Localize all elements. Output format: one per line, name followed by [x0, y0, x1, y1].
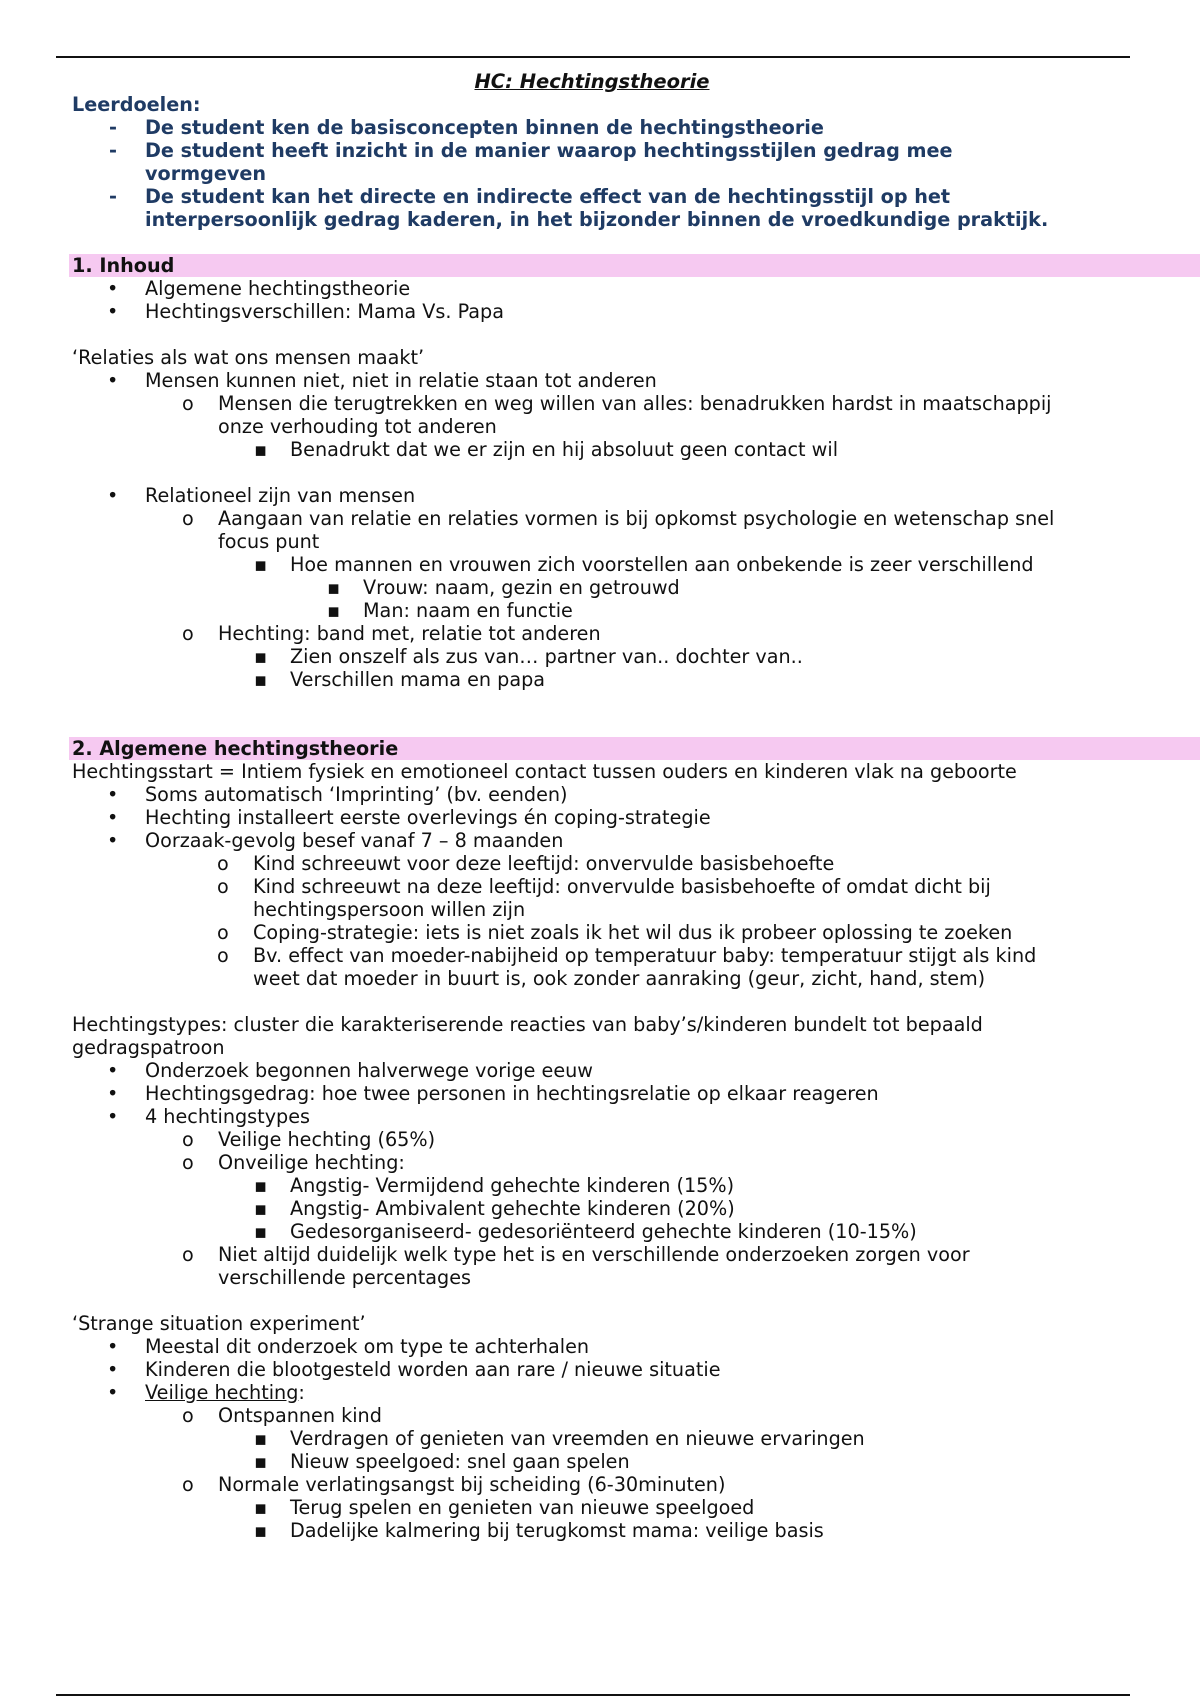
- list-item-text: Verschillen mama en papa: [290, 668, 546, 691]
- sub-list-item: [72, 1243, 1112, 1266]
- list-item-text: Dadelijke kalmering bij terugkomst mama: veilige basis: [290, 1519, 824, 1542]
- list-item-text: Veilige hechting (65%): [218, 1128, 436, 1151]
- square-marker: ▪: [254, 1427, 268, 1450]
- square-marker: ▪: [327, 599, 341, 622]
- learning-goal-continuation: interpersoonlijk gedrag kaderen, in het bijzonder binnen de vroedkundige praktijk.: [145, 208, 1049, 231]
- list-item-continuation: focus punt: [218, 530, 320, 553]
- bullet-marker: •: [107, 783, 119, 806]
- sub-list-item: [72, 1404, 1112, 1427]
- bullet-marker: •: [107, 1082, 119, 1105]
- list-item-text: Coping-strategie: iets is niet zoals ik het wil dus ik probeer oplossing te zoeken: [253, 921, 1013, 944]
- list-item: [72, 1082, 1112, 1105]
- spacer: [72, 990, 1112, 1013]
- bullet-marker: •: [107, 1059, 119, 1082]
- list-item-text: Kinderen die blootgesteld worden aan rare / nieuwe situatie: [145, 1358, 721, 1381]
- sub-list-item: [72, 1473, 1112, 1496]
- spacer: [72, 1289, 1112, 1312]
- dash-marker: -: [109, 116, 117, 139]
- bullet-marker: •: [107, 1335, 119, 1358]
- learning-goal-text: De student heeft inzicht in de manier waarop hechtingsstijlen gedrag mee: [145, 139, 953, 162]
- list-item-text: Onderzoek begonnen halverwege vorige eeuw: [145, 1059, 593, 1082]
- list-item-text: Kind schreeuwt na deze leeftijd: onvervulde basisbehoefte of omdat dicht bij: [253, 875, 991, 898]
- sub-sub-list-item: [72, 1427, 1112, 1450]
- sub-list-item: [72, 622, 1112, 645]
- list-item-text: Hechting installeert eerste overlevings én coping-strategie: [145, 806, 711, 829]
- sub-sub-list-item: [72, 1496, 1112, 1519]
- sub-sub-list-item: [72, 1450, 1112, 1473]
- list-item-text: Hechtingsgedrag: hoe twee personen in hechtingsrelatie op elkaar reageren: [145, 1082, 879, 1105]
- list-item: [72, 806, 1112, 829]
- sub-sub-list-item: [72, 553, 1112, 576]
- list-item-text-underlined: Veilige hechting: [145, 1381, 299, 1404]
- list-item-text: Terug spelen en genieten van nieuwe speelgoed: [290, 1496, 755, 1519]
- list-item-text: 4 hechtingstypes: [145, 1105, 311, 1128]
- top-rule: [56, 56, 1130, 58]
- bullet-marker: •: [107, 300, 119, 323]
- list-item-text: Benadrukt dat we er zijn en hij absoluut geen contact wil: [290, 438, 839, 461]
- square-marker: ▪: [327, 576, 341, 599]
- list-item-text: Algemene hechtingstheorie: [145, 277, 411, 300]
- circle-marker: o: [217, 875, 229, 898]
- list-item-continuation: hechtingspersoon willen zijn: [253, 898, 526, 921]
- circle-marker: o: [217, 852, 229, 875]
- square-marker: ▪: [254, 1174, 268, 1197]
- list-item-text: Mensen kunnen niet, niet in relatie staan tot anderen: [145, 369, 657, 392]
- learning-goal: [72, 139, 1112, 162]
- section-heading-inhoud: 1. Inhoud: [69, 254, 1200, 277]
- sub-list-item: [72, 944, 1112, 967]
- sub-sub-list-item: [72, 1519, 1112, 1542]
- learning-goal-text: De student kan het directe en indirecte effect van de hechtingsstijl op het: [145, 185, 951, 208]
- list-item-text: Relationeel zijn van mensen: [145, 484, 416, 507]
- list-item: [72, 829, 1112, 852]
- list-item: [72, 1105, 1112, 1128]
- circle-marker: o: [182, 1473, 194, 1496]
- square-marker: ▪: [254, 438, 268, 461]
- list-item-text: Meestal dit onderzoek om type te achterhalen: [145, 1335, 590, 1358]
- list-item: [72, 1335, 1112, 1358]
- document-body: [72, 70, 1112, 1542]
- sub-list-item: [72, 507, 1112, 530]
- list-item-continuation: weet dat moeder in buurt is, ook zonder aanraking (geur, zicht, hand, stem): [253, 967, 986, 990]
- list-item-text: Oorzaak-gevolg besef vanaf 7 – 8 maanden: [145, 829, 564, 852]
- learning-goal-text: De student ken de basisconcepten binnen de hechtingstheorie: [145, 116, 824, 139]
- bullet-marker: •: [107, 1381, 119, 1404]
- spacer: [72, 231, 1112, 254]
- sub-sub-list-item: [72, 1174, 1112, 1197]
- list-item: [72, 300, 1112, 323]
- sub-sub-list-item: [72, 1220, 1112, 1243]
- sub-sub-list-item: [72, 645, 1112, 668]
- list-item-text: Vrouw: naam, gezin en getrouwd: [363, 576, 680, 599]
- circle-marker: o: [217, 944, 229, 967]
- circle-marker: o: [182, 622, 194, 645]
- list-item: [72, 484, 1112, 507]
- square-marker: ▪: [254, 1519, 268, 1542]
- bottom-rule: [56, 1694, 1130, 1696]
- page-title: HC: Hechtingstheorie: [474, 70, 710, 93]
- list-item-text: Aangaan van relatie en relaties vormen is bij opkomst psychologie en wetenschap snel: [218, 507, 1055, 530]
- sub-list-item: [72, 1128, 1112, 1151]
- circle-marker: o: [182, 1128, 194, 1151]
- list-item-text: Bv. effect van moeder-nabijheid op temperatuur baby: temperatuur stijgt als kind: [253, 944, 1037, 967]
- sub-list-item: [72, 875, 1112, 898]
- bullet-marker: •: [107, 806, 119, 829]
- list-item-text: Soms automatisch ‘Imprinting’ (bv. eenden): [145, 783, 568, 806]
- list-item-text: Ontspannen kind: [218, 1404, 382, 1427]
- paragraph-continuation: gedragspatroon: [72, 1036, 225, 1059]
- learning-goal-continuation: vormgeven: [145, 162, 267, 185]
- learning-goals-heading: Leerdoelen:: [72, 93, 201, 116]
- bullet-marker: •: [107, 484, 119, 507]
- bullet-marker: •: [107, 829, 119, 852]
- learning-goal: [72, 116, 1112, 139]
- bullet-marker: •: [107, 1358, 119, 1381]
- list-item: [72, 277, 1112, 300]
- circle-marker: o: [182, 507, 194, 530]
- spacer: [72, 323, 1112, 346]
- square-marker: ▪: [254, 553, 268, 576]
- square-marker: ▪: [254, 1496, 268, 1519]
- sub-list-item: [72, 1151, 1112, 1174]
- circle-marker: o: [182, 1243, 194, 1266]
- paragraph: Hechtingstypes: cluster die karakteriserende reacties van baby’s/kinderen bundelt tot bepaald: [72, 1013, 983, 1036]
- list-item-text: Angstig- Ambivalent gehechte kinderen (20%): [290, 1197, 735, 1220]
- list-item: [72, 1358, 1112, 1381]
- sub-list-item: [72, 852, 1112, 875]
- list-item-text: Zien onszelf als zus van… partner van.. dochter van..: [290, 645, 803, 668]
- square-marker: ▪: [254, 1197, 268, 1220]
- list-item: [72, 1381, 1112, 1404]
- list-item-text: Angstig- Vermijdend gehechte kinderen (15%): [290, 1174, 735, 1197]
- square-marker: ▪: [254, 668, 268, 691]
- section-heading-algemene-hechtingstheorie: 2. Algemene hechtingstheorie: [69, 737, 1200, 760]
- spacer: [72, 461, 1112, 484]
- circle-marker: o: [182, 1404, 194, 1427]
- square-marker: ▪: [254, 1220, 268, 1243]
- square-marker: ▪: [254, 1450, 268, 1473]
- sub-list-item: [72, 921, 1112, 944]
- sub-sub-list-item: [72, 668, 1112, 691]
- learning-goal: [72, 185, 1112, 208]
- list-item-text: Hoe mannen en vrouwen zich voorstellen aan onbekende is zeer verschillend: [290, 553, 1034, 576]
- list-item-text: Mensen die terugtrekken en weg willen van alles: benadrukken hardst in maatschappij: [218, 392, 1052, 415]
- level4-list-item: [72, 576, 1112, 599]
- list-item-text: Onveilige hechting:: [218, 1151, 405, 1174]
- list-item-continuation: verschillende percentages: [218, 1266, 472, 1289]
- spacer: [72, 691, 1112, 737]
- list-item-text: Normale verlatingsangst bij scheiding (6-30minuten): [218, 1473, 726, 1496]
- quote-heading: ‘Strange situation experiment’: [72, 1312, 366, 1335]
- bullet-marker: •: [107, 369, 119, 392]
- list-item-text: Hechting: band met, relatie tot anderen: [218, 622, 601, 645]
- list-item-text: Verdragen of genieten van vreemden en nieuwe ervaringen: [290, 1427, 865, 1450]
- list-item-continuation: onze verhouding tot anderen: [218, 415, 497, 438]
- circle-marker: o: [217, 921, 229, 944]
- list-item-text: Niet altijd duidelijk welk type het is en verschillende onderzoeken zorgen voor: [218, 1243, 970, 1266]
- square-marker: ▪: [254, 645, 268, 668]
- bullet-marker: •: [107, 1105, 119, 1128]
- bullet-marker: •: [107, 277, 119, 300]
- circle-marker: o: [182, 392, 194, 415]
- circle-marker: o: [182, 1151, 194, 1174]
- list-item: [72, 1059, 1112, 1082]
- level4-list-item: [72, 599, 1112, 622]
- list-item: [72, 783, 1112, 806]
- paragraph: Hechtingsstart = Intiem fysiek en emotioneel contact tussen ouders en kinderen vlak na geboorte: [72, 760, 1017, 783]
- list-item-text: Gedesorganiseerd- gedesoriënteerd gehechte kinderen (10-15%): [290, 1220, 917, 1243]
- sub-sub-list-item: [72, 1197, 1112, 1220]
- quote-heading: ‘Relaties als wat ons mensen maakt’: [72, 346, 425, 369]
- list-item-suffix: :: [298, 1381, 305, 1404]
- list-item-text: Man: naam en functie: [363, 599, 573, 622]
- dash-marker: -: [109, 185, 117, 208]
- list-item-text: Nieuw speelgoed: snel gaan spelen: [290, 1450, 630, 1473]
- list-item-text: Hechtingsverschillen: Mama Vs. Papa: [145, 300, 504, 323]
- sub-sub-list-item: [72, 438, 1112, 461]
- dash-marker: -: [109, 139, 117, 162]
- sub-list-item: [72, 392, 1112, 415]
- list-item-text: Kind schreeuwt voor deze leeftijd: onvervulde basisbehoefte: [253, 852, 835, 875]
- list-item: [72, 369, 1112, 392]
